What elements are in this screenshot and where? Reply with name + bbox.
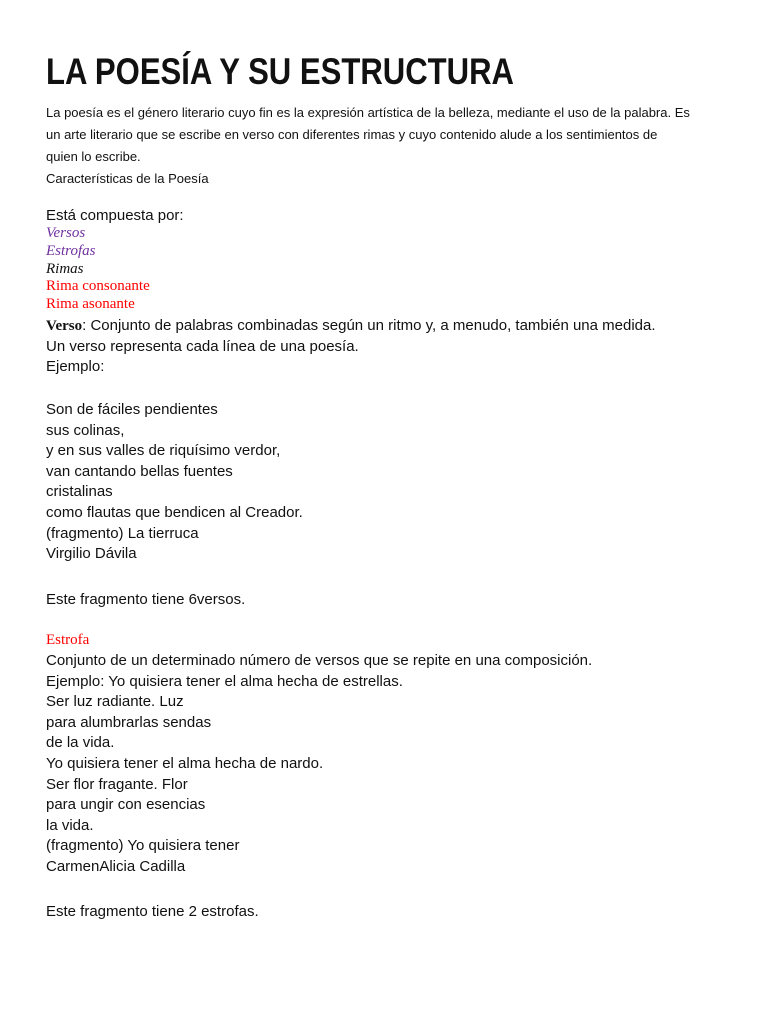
composition-item-rima-consonante: Rima consonante [46,278,150,295]
verso-term: Verso [46,318,83,334]
poem-author: Virgilio Dávila [46,545,137,563]
poem-line: Son de fáciles pendientes [46,401,218,418]
verso-summary: Este fragmento tiene 6versos. [46,591,246,608]
composition-list [46,225,150,314]
verso-definition-line [46,316,656,337]
page-title: LA POESÍA Y SU ESTRUCTURA [46,51,514,92]
estrofa-author: CarmenAlicia Cadilla [46,857,186,875]
estrofa-example-line: Ser flor fragante. Flor [46,775,188,793]
estrofa-definition: Conjunto de un determinado número de versos que se repite en una composición. [46,652,593,669]
intro-line: La poesía es el género literario cuyo fin es la expresión artística de la belleza, mediante el uso de la palabra. Es [46,105,690,120]
poem-line: y en sus valles de riquísimo verdor, [46,442,281,460]
estrofa-term: Estrofa [46,632,90,648]
verso-section [46,316,656,378]
estrofa-summary: Este fragmento tiene 2 estrofas. [46,903,259,920]
estrofa-example-line: Yo quisiera tener el alma hecha de nardo. [46,754,324,772]
intro-paragraph [46,102,690,190]
characteristics-heading: Características de la Poesía [46,171,209,186]
estrofa-example-line: Ejemplo: Yo quisiera tener el alma hecha de estrellas. [46,672,403,690]
poem-line: sus colinas, [46,421,125,439]
poem-line: como flautas que bendicen al Creador. [46,503,303,521]
estrofa-section [46,651,592,878]
poem-source: (fragmento) La tierruca [46,524,199,542]
composition-item-estrofas: Estrofas [46,242,96,259]
estrofa-example-line: para ungir con esencias [46,796,206,814]
estrofa-example-line: para alumbrarlas sendas [46,713,212,731]
intro-line: quien lo escribe. [46,149,141,164]
estrofa-example-line: Ser luz radiante. Luz [46,693,184,711]
poem-line: van cantando bellas fuentes [46,462,233,480]
estrofa-source: (fragmento) Yo quisiera tener [46,837,240,855]
composition-item-rimas: Rimas [46,260,84,277]
verso-poem [46,400,303,565]
composition-item-versos: Versos [46,225,86,241]
estrofa-example-line: la vida. [46,816,94,834]
verso-definition: : Conjunto de palabras combinadas según un ritmo y, a menudo, también una medida. [82,317,656,334]
poem-line: cristalinas [46,483,113,501]
verso-example-label: Ejemplo: [46,358,105,376]
estrofa-example-line: de la vida. [46,734,115,752]
composition-heading: Está compuesta por: [46,207,184,224]
verso-description: Un verso representa cada línea de una poesía. [46,337,359,355]
intro-line: un arte literario que se escribe en verso con diferentes rimas y cuyo contenido alude a los sentimientos de [46,127,658,142]
composition-item-rima-asonante: Rima asonante [46,296,135,313]
